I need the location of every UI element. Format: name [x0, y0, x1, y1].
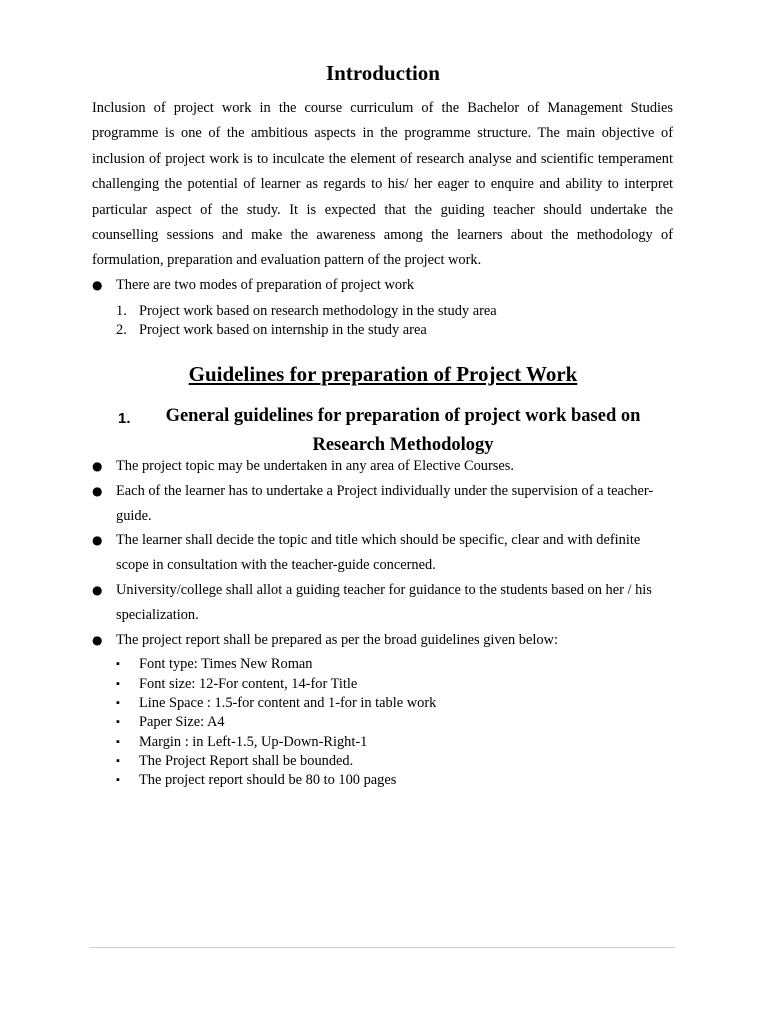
list-text: University/college shall allot a guiding teacher for guidance to the students based on her / his specialization.: [116, 582, 652, 623]
bullet-icon: ●: [92, 583, 103, 597]
list-text: The Project Report shall be bounded.: [139, 753, 354, 769]
list-text: Paper Size: A4: [139, 714, 225, 730]
bullet-icon: ●: [92, 633, 103, 647]
list-text: Font size: 12-For content, 14-for Title: [139, 676, 358, 692]
list-text: The learner shall decide the topic and title which should be specific, clear and with definite scope in consultation with the teacher-guide concerned.: [116, 532, 641, 573]
section-number: 1.: [118, 410, 131, 427]
list-text: Project work based on internship in the study area: [139, 322, 427, 338]
list-text: Margin : in Left-1.5, Up-Down-Right-1: [139, 734, 368, 750]
square-bullet-icon: ▪: [116, 716, 120, 728]
list-text: The project topic may be undertaken in any area of Elective Courses.: [116, 458, 514, 474]
page-title: Introduction: [326, 61, 440, 85]
square-bullet-icon: ▪: [116, 755, 120, 767]
intro-paragraph: Inclusion of project work in the course curriculum of the Bachelor of Management Studies programme is one of the ambitious aspects in the programme structure. The main objective of inclusion of project work is to inculcate the element of research analyse and scientific temperament challenging the potential of learner as regards to his/ her eager to enquire and ability to interpret particular aspect of the study. It is expected that the guiding teacher should undertake the counselling sessions and make the awareness among the learners about the methodology of formulation, preparation and evaluation pattern of the project work.: [92, 100, 673, 269]
list-text: The project report should be 80 to 100 pages: [139, 772, 397, 788]
square-bullet-icon: ▪: [116, 774, 120, 786]
square-bullet-icon: ▪: [116, 736, 120, 748]
square-bullet-icon: ▪: [116, 678, 120, 690]
bullet-icon: ●: [92, 278, 103, 292]
bullet-icon: ●: [92, 533, 103, 547]
square-bullet-icon: ▪: [116, 697, 120, 709]
list-number: 2.: [116, 322, 127, 338]
page-divider: [90, 947, 675, 948]
list-text: The project report shall be prepared as per the broad guidelines given below:: [116, 632, 558, 648]
modes-lead: There are two modes of preparation of project work: [116, 277, 415, 293]
bullet-icon: ●: [92, 459, 103, 473]
list-text: Line Space : 1.5-for content and 1-for in table work: [139, 695, 437, 711]
list-number: 1.: [116, 303, 127, 319]
bullet-icon: ●: [92, 484, 103, 498]
list-text: Font type: Times New Roman: [139, 656, 313, 672]
guidelines-heading: Guidelines for preparation of Project Work: [188, 362, 578, 386]
section-heading: General guidelines for preparation of project work based on Research Methodology: [165, 406, 641, 455]
list-text: Project work based on research methodology in the study area: [139, 303, 497, 319]
square-bullet-icon: ▪: [116, 658, 120, 670]
list-text: Each of the learner has to undertake a Project individually under the supervision of a teacher-guide.: [116, 483, 654, 524]
